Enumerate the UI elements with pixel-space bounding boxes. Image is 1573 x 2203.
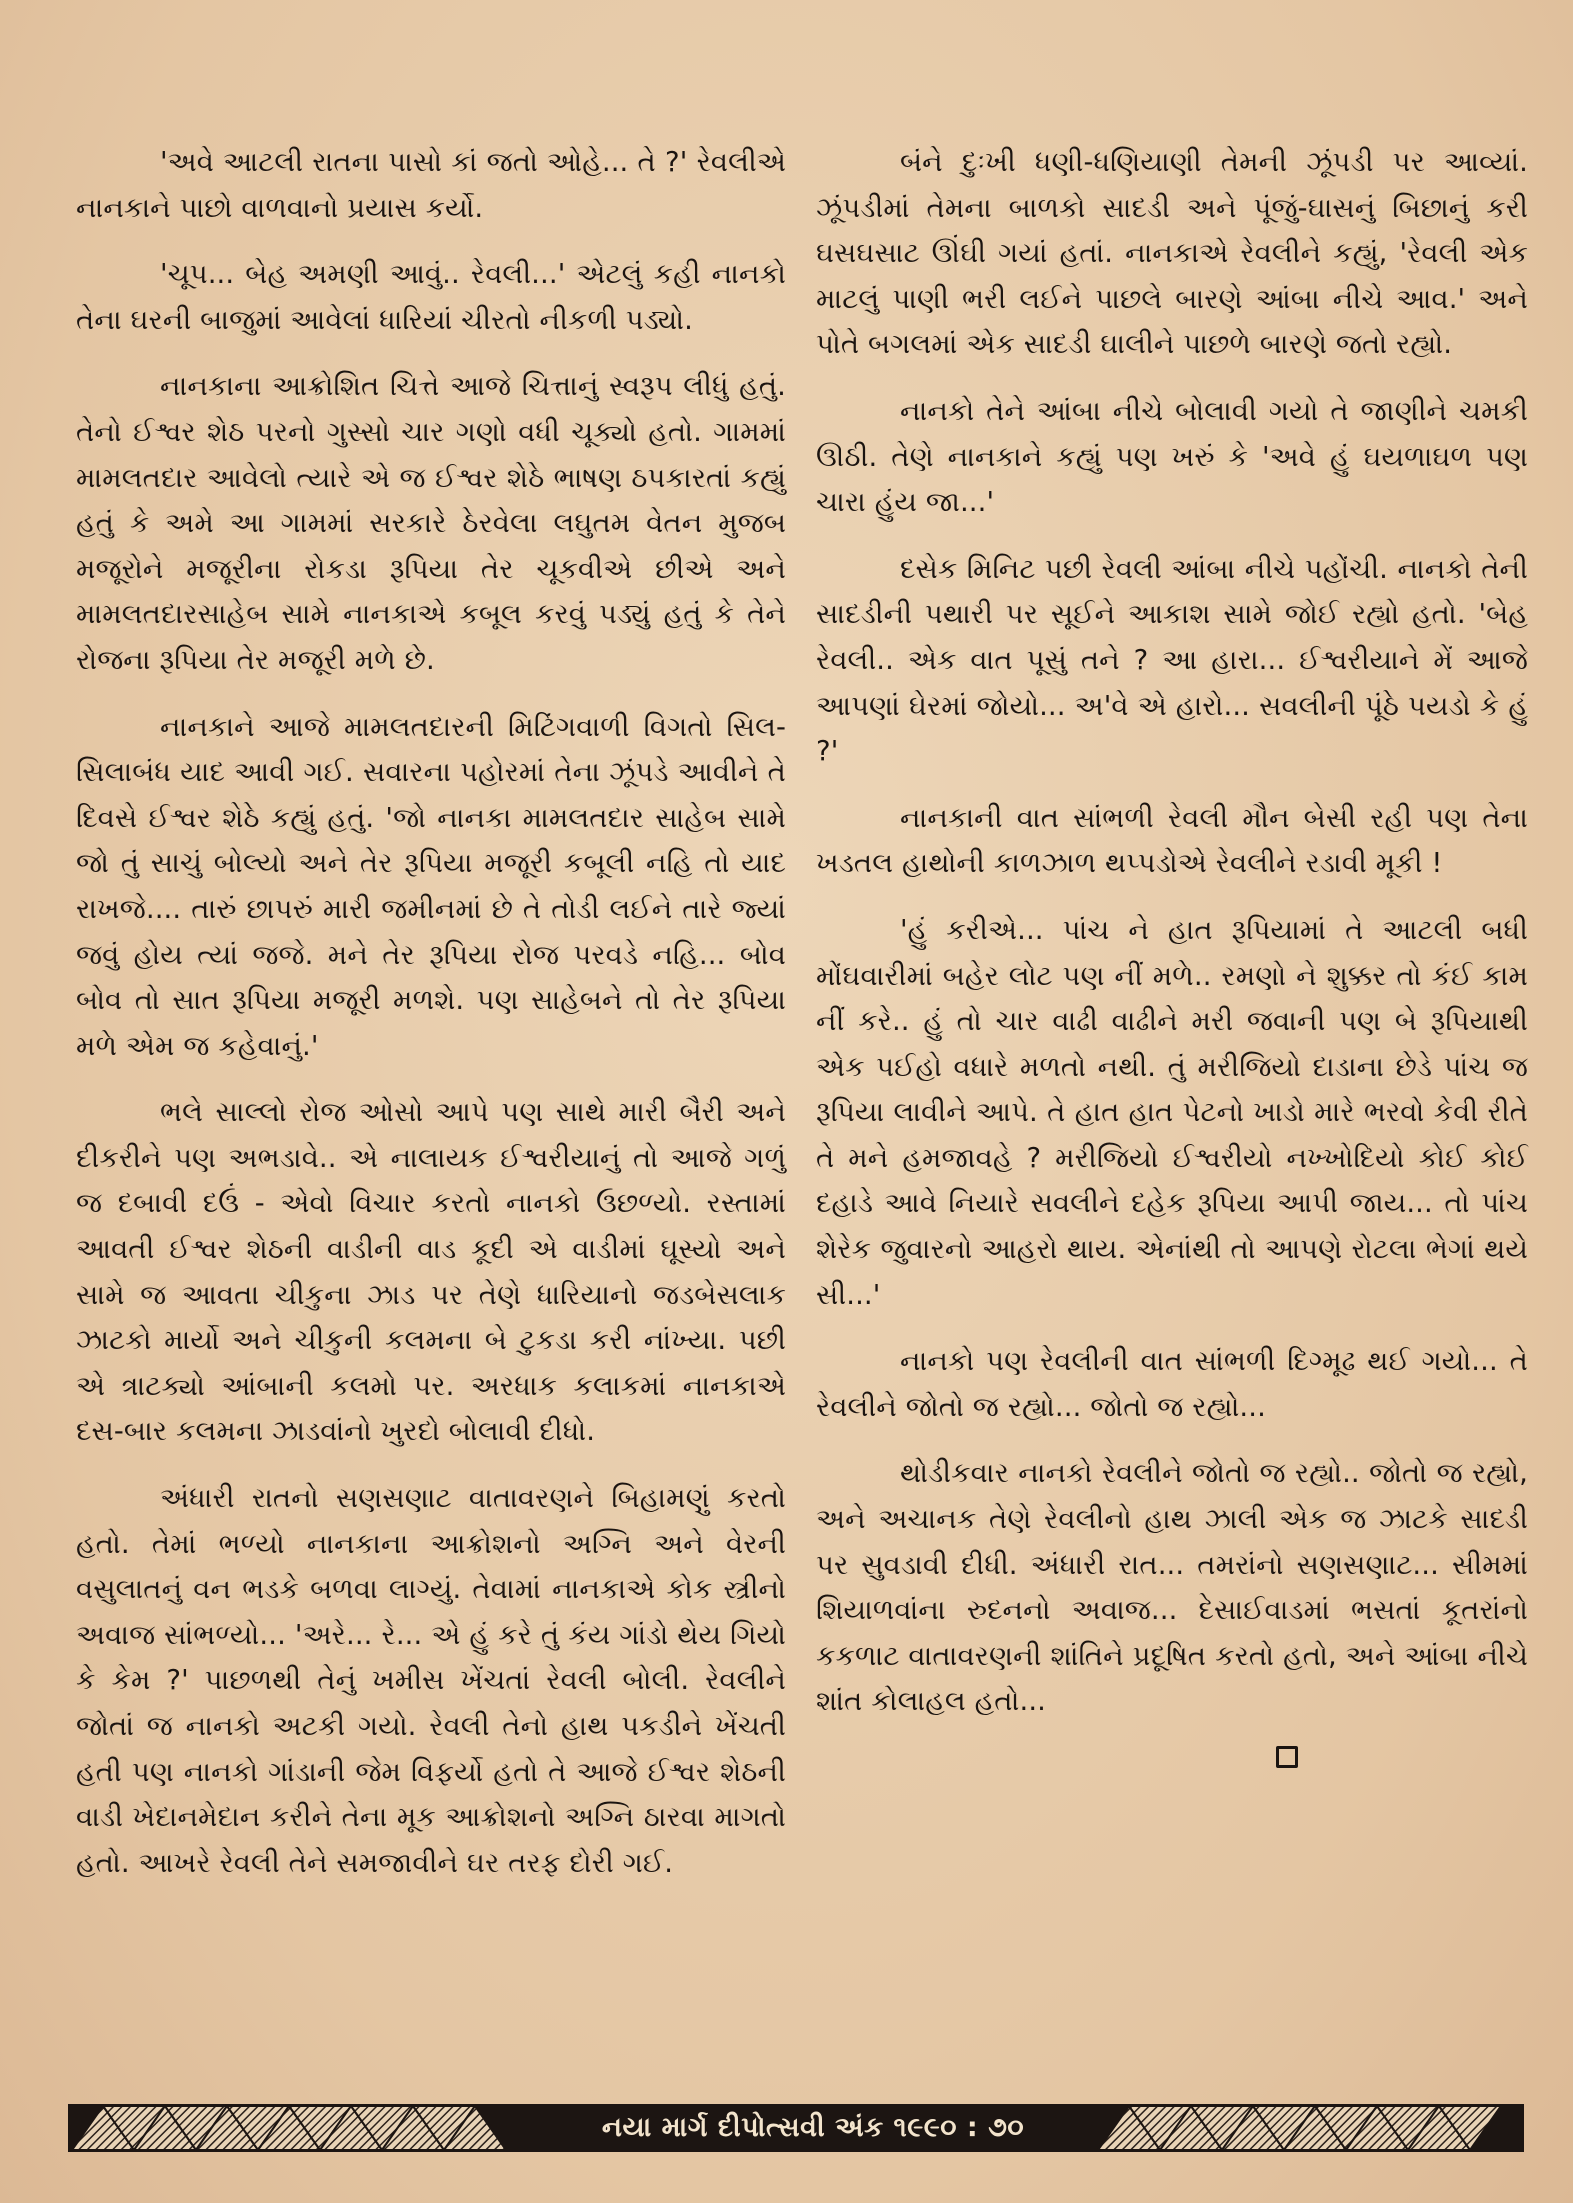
square-icon	[1276, 1746, 1298, 1768]
right-column	[816, 140, 1528, 1772]
footer-issue-label: નયા માર્ગ દીપોત્સવી અંક ૧૯૯૦ : ૭૦	[533, 2104, 1093, 2152]
paragraph: નાનકાની વાત સાંભળી રેવલી મૌન બેસી રહી પણ તેના ખડતલ હાથોની કાળઝાળ થપ્પડોએ રેવલીને રડાવી મૂકી !	[816, 801, 1528, 880]
end-of-story-marker	[816, 1746, 1528, 1772]
paragraph: દસેક મિનિટ પછી રેવલી આંબા નીચે પહોંચી. નાનકો તેની સાદડીની પથારી પર સૂઈને આકાશ સામે જોઈ રહ્યો હતો. 'બેહ રેવલી.. એક વાત પૂસું તને ? આ હારા... ઈશ્વરીયાને મેં આજે આપણાં ઘેરમાં જોયો... અ'વે એ હારો... સવલીની પૂંઠે પયડો કે હું ?'	[816, 552, 1528, 768]
paragraph: નાનકાના આક્રોશિત ચિત્તે આજે ચિત્તાનું સ્વરૂપ લીધું હતું. તેનો ઈશ્વર શેઠ પરનો ગુસ્સો ચાર ગણો વધી ચૂક્યો હતો. ગામમાં મામલતદાર આવેલો ત્યારે એ જ ઈશ્વર શેઠે ભાષણ ઠપકારતાં કહ્યું હતું કે અમે આ ગામમાં સરકારે ઠેરવેલા લઘુતમ વેતન મુજબ મજૂરોને મજૂરીના રોકડા રૂપિયા તેર ચૂકવીએ છીએ અને મામલતદારસાહેબ સામે નાનકાએ કબૂલ કરવું પડ્યું હતું કે તેને રોજના રૂપિયા તેર મજૂરી મળે છે.	[76, 370, 786, 676]
paragraph: નાનકો તેને આંબા નીચે બોલાવી ગયો તે જાણીને ચમકી ઊઠી. તેણે નાનકાને કહ્યું પણ ખરું કે 'અવે હું ઘયળાઘળ પણ ચારા હુંય જા...'	[816, 394, 1528, 519]
paragraph: નાનકાને આજે મામલતદારની મિટિંગવાળી વિગતો સિલ-સિલાબંધ યાદ આવી ગઈ. સવારના પહોરમાં તેના ઝૂંપડે આવીને તે દિવસે ઈશ્વર શેઠે કહ્યું હતું. 'જો નાનકા મામલતદાર સાહેબ સામે જો તું સાચું બોલ્યો અને તેર રૂપિયા મજૂરી કબૂલી નહિ તો યાદ રાખજે.... તારું છાપરું મારી જમીનમાં છે તે તોડી લઈને તારે જ્યાં જવું હોય ત્યાં જજે. મને તેર રૂપિયા રોજ પરવડે નહિ... બોવ બોવ તો સાત રૂપિયા મજૂરી મળશે. પણ સાહેબને તો તેર રૂપિયા મળે એમ જ કહેવાનું.'	[76, 710, 786, 1062]
paragraph: 'ચૂપ... બેહ અમણી આવું.. રેવલી...' એટલું કહી નાનકો તેના ઘરની બાજુમાં આવેલાં ધારિયાં ચીરતો નીકળી પડ્યો.	[76, 258, 786, 336]
paragraph: બંને દુઃખી ધણી-ધણિયાણી તેમની ઝૂંપડી પર આવ્યાં. ઝૂંપડીમાં તેમના બાળકો સાદડી અને પૂંજું-ઘાસનું બિછાનું કરી ઘસઘસાટ ઊંઘી ગયાં હતાં. નાનકાએ રેવલીને કહ્યું, 'રેવલી એક માટલું પાણી ભરી લઈને પાછલે બારણે આંબા નીચે આવ.' અને પોતે બગલમાં એક સાદડી ઘાલીને પાછળે બારણે જતો રહ્યો.	[816, 146, 1528, 361]
page-footer	[68, 2100, 1524, 2156]
paragraph: નાનકો પણ રેવલીની વાત સાંભળી દિગ્મૂઢ થઈ ગયો... તે રેવલીને જોતો જ રહ્યો... જોતો જ રહ્યો...	[816, 1345, 1528, 1423]
paragraph: થોડીકવાર નાનકો રેવલીને જોતો જ રહ્યો.. જોતો જ રહ્યો, અને અચાનક તેણે રેવલીનો હાથ ઝાલી એક જ ઝાટકે સાદડી પર સુવડાવી દીધી. અંધારી રાત... તમરાંનો સણસણાટ... સીમમાં શિયાળવાંના રુદનનો અવાજ... દેસાઈવાડમાં ભસતાં કૂતરાંનો કકળાટ વાતાવરણની શાંતિને પ્રદૂષિત કરતો હતો, અને આંબા નીચે શાંત કોલાહલ હતો...	[816, 1457, 1528, 1718]
left-column	[76, 140, 786, 1907]
paragraph: અંધારી રાતનો સણસણાટ વાતાવરણને બિહામણું કરતો હતો. તેમાં ભળ્યો નાનકાના આક્રોશનો અગ્નિ અને વેરની વસુલાતનું વન ભડકે બળવા લાગ્યું. તેવામાં નાનકાએ કોક સ્ત્રીનો અવાજ સાંભળ્યો... 'અરે... રે... એ હું કરે તું કંય ગાંડો થેય ગિયો કે કેમ ?' પાછળથી તેનું ખમીસ ખેંચતાં રેવલી બોલી. રેવલીને જોતાં જ નાનકો અટકી ગયો. રેવલી તેનો હાથ પકડીને ખેંચતી હતી પણ નાનકો ગાંડાની જેમ વિફર્યો હતો તે આજે ઈશ્વર શેઠની વાડી ખેદાનમેદાન કરીને તેના મૂક આક્રોશનો અગ્નિ ઠારવા માગતો હતો. આખરે રેવલી તેને સમજાવીને ઘર તરફ દોરી ગઈ.	[76, 1482, 786, 1879]
paragraph: 'અવે આટલી રાતના પાસો કાં જતો ઓહે... તે ?' રેવલીએ નાનકાને પાછો વાળવાનો પ્રયાસ કર્યો.	[76, 146, 786, 224]
paragraph: 'હું કરીએ... પાંચ ને હાત રૂપિયામાં તે આટલી બધી મોંઘવારીમાં બહેર લોટ પણ નીં મળે.. રમણો ને શુક્કર તો કંઈ કામ નીં કરે.. હું તો ચાર વાઢી વાઢીને મરી જવાની પણ બે રૂપિયાથી એક પઈહો વધારે મળતો નથી. તું મરીજિયો દાડાના છેડે પાંચ જ રૂપિયા લાવીને આપે. તે હાત હાત પેટનો ખાડો મારે ભરવો કેવી રીતે તે મને હમજાવહે ? મરીજિયો ઈશ્વરીયો નખ્ખોદિયો કોઈ કોઈ દહાડે આવે નિયારે સવલીને દહેક રૂપિયા આપી જાય... તો પાંચ શેરેક જુવારનો આહરો થાય. એનાંથી તો આપણે રોટલા ભેગાં થયે સી...'	[816, 913, 1528, 1311]
paragraph: ભલે સાલ્લો રોજ ઓસો આપે પણ સાથે મારી બૈરી અને દીકરીને પણ અભડાવે.. એ નાલાયક ઈશ્વરીયાનું તો આજે ગળું જ દબાવી દઉં - એવો વિચાર કરતો નાનકો ઉછળ્યો. રસ્તામાં આવતી ઈશ્વર શેઠની વાડીની વાડ કૂદી એ વાડીમાં ઘૂસ્યો અને સામે જ આવતા ચીકુના ઝાડ પર તેણે ધારિયાનો જડબેસલાક ઝાટકો માર્યો અને ચીકુની કલમના બે ટુકડા કરી નાંખ્યા. પછી એ ત્રાટક્યો આંબાની કલમો પર. અરધાક કલાકમાં નાનકાએ દસ-બાર કલમના ઝાડવાંનો ખુરદો બોલાવી દીધો.	[76, 1096, 786, 1448]
